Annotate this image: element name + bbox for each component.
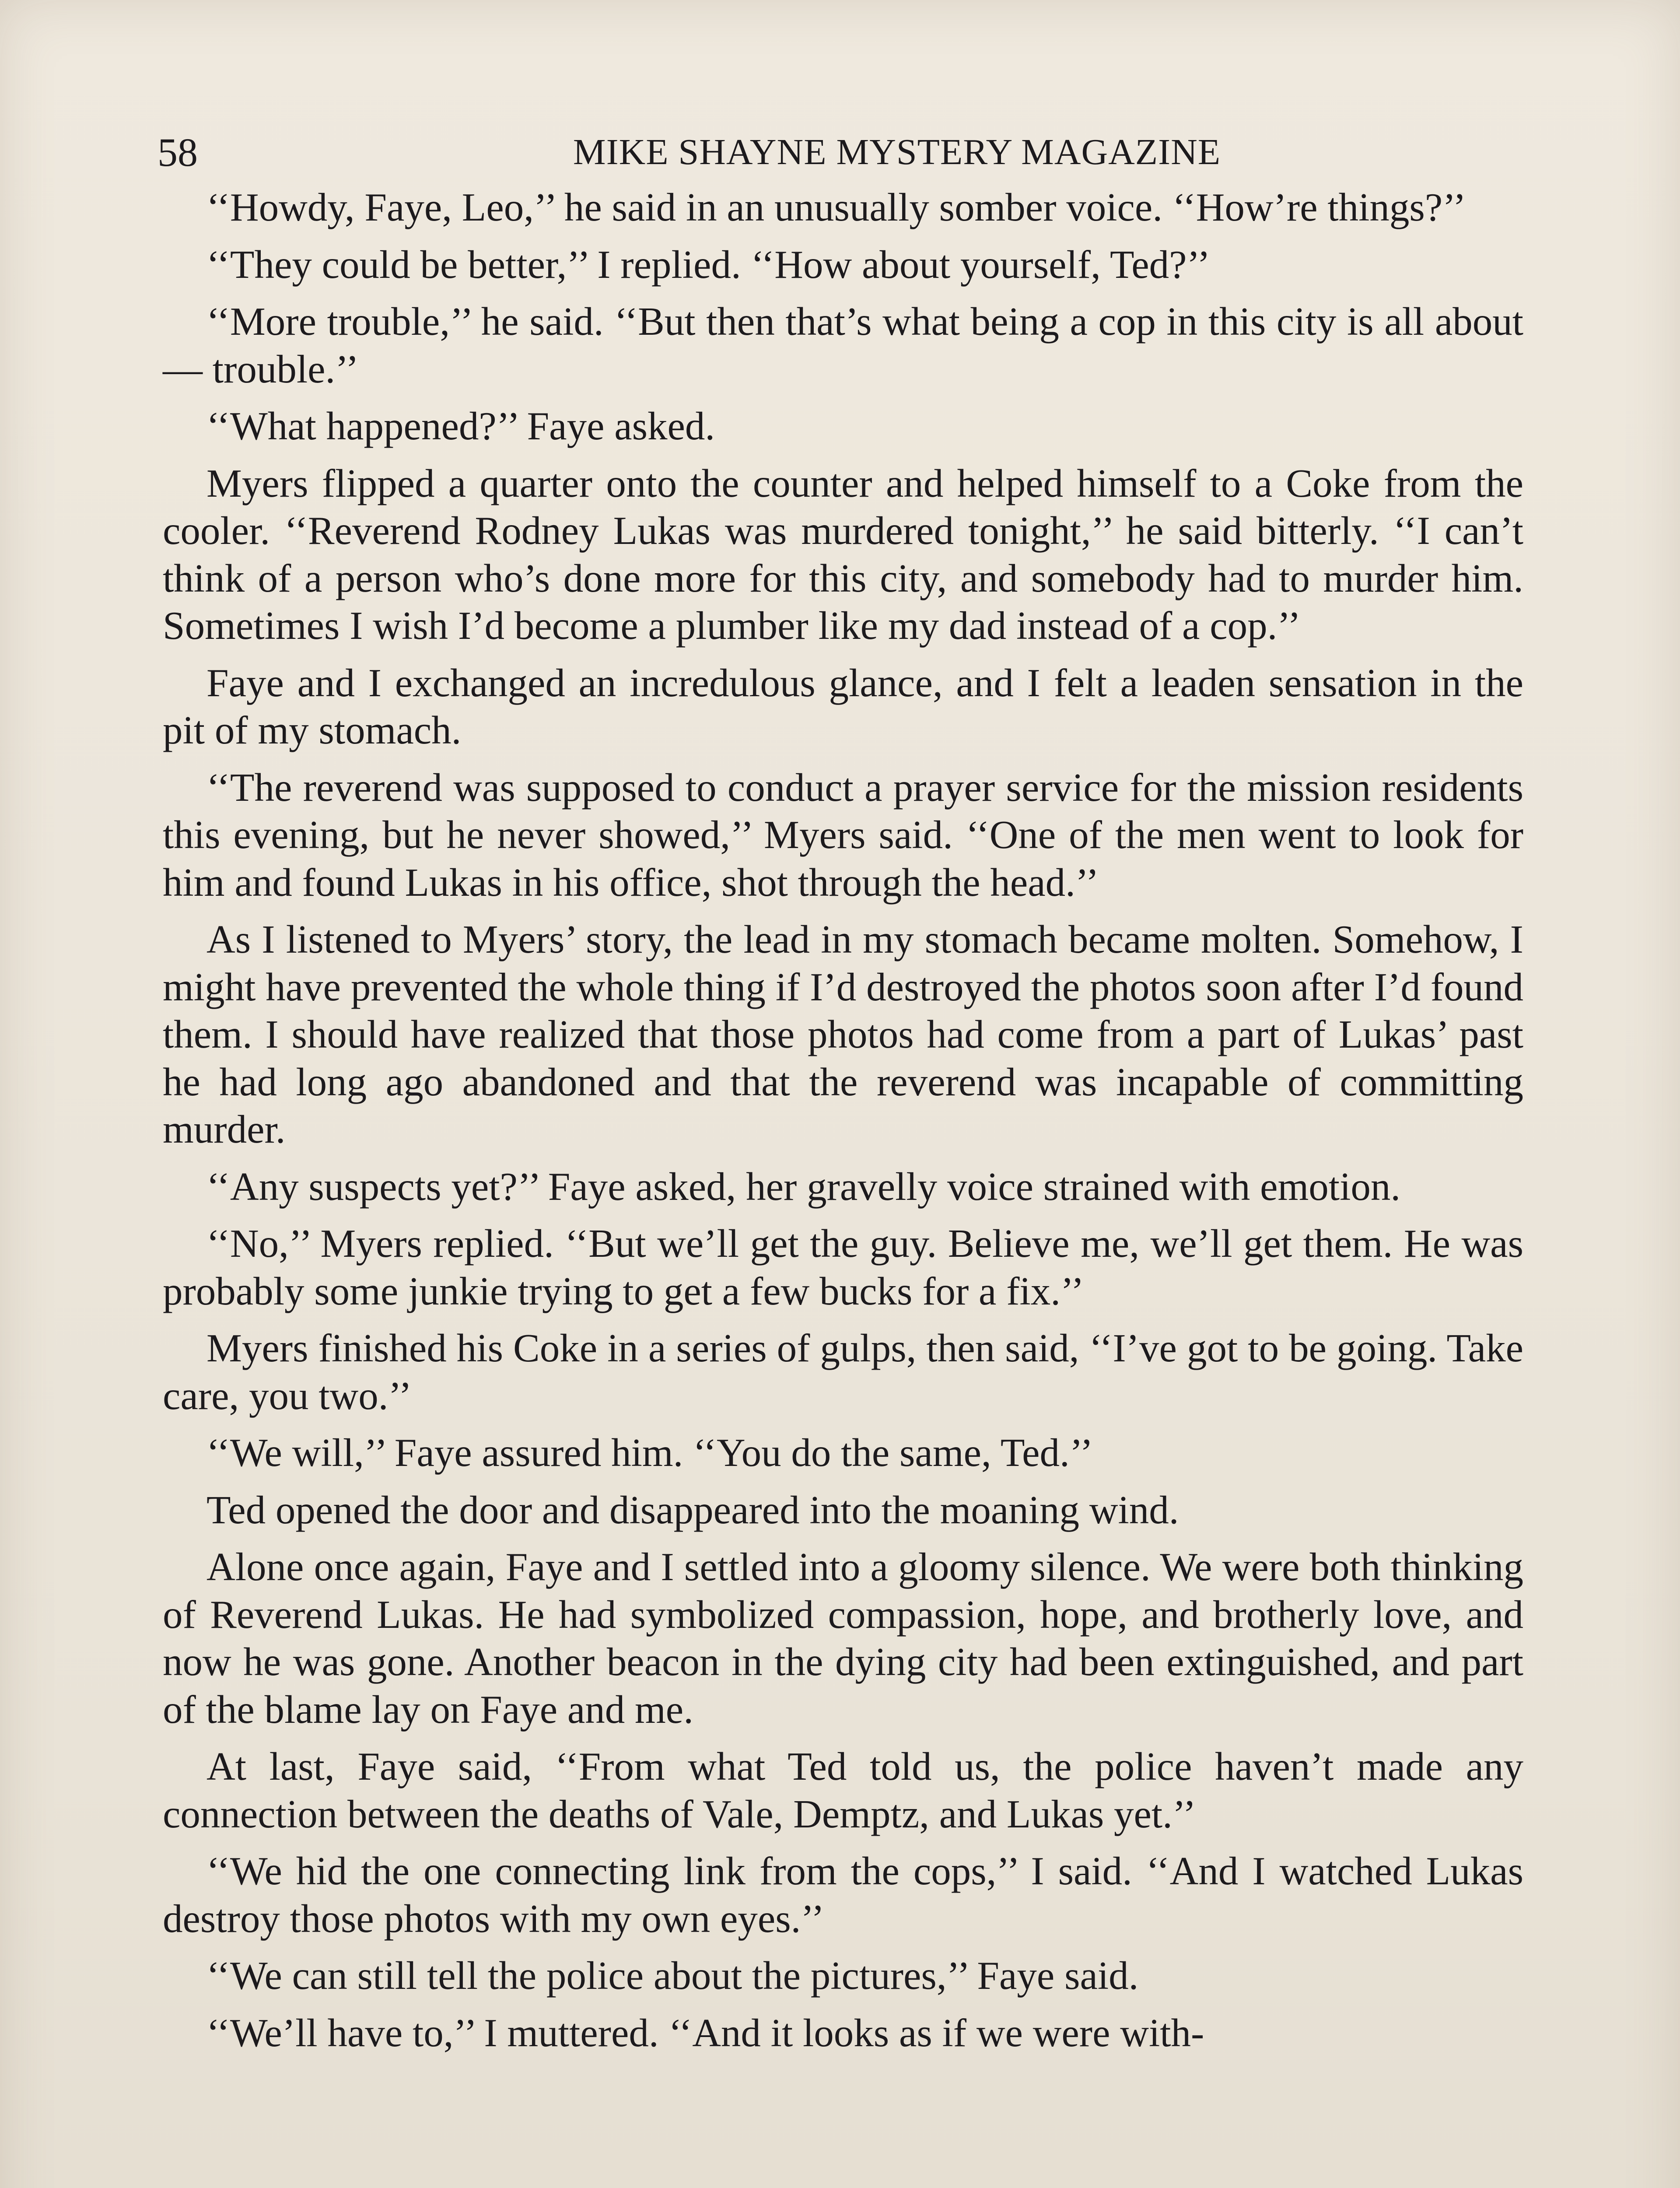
- paragraph: ‘‘Howdy, Faye, Leo,’’ he said in an unusually somber voice. ‘‘How’re things?’’: [206, 185, 1466, 229]
- paragraph: Myers finished his Coke in a series of gulps, then said, ‘‘I’ve got to be going. Take care, you two.’’: [163, 1326, 1523, 1418]
- paragraph: ‘‘More trouble,’’ he said. ‘‘But then that’s what being a cop in this city is all about — trouble.’’: [163, 299, 1523, 391]
- paragraph: ‘‘We hid the one connecting link from the cops,’’ I said. ‘‘And I watched Lukas destroy those photos with my own eyes.’’: [163, 1849, 1523, 1941]
- paragraph: ‘‘No,’’ Myers replied. ‘‘But we’ll get the guy. Believe me, we’ll get them. He was probably some junkie trying to get a few bucks for a fix.’’: [163, 1221, 1523, 1313]
- page-number: 58: [158, 130, 198, 175]
- paragraph: ‘‘They could be better,’’ I replied. ‘‘How about yourself, Ted?’’: [206, 242, 1211, 287]
- paragraph: ‘‘The reverend was supposed to conduct a prayer service for the mission residents this evening, but he never showed,’’ Myers said. ‘‘One of the men went to look for him and found Lukas in his office, shot through the head.’’: [163, 765, 1523, 905]
- paragraph: As I listened to Myers’ story, the lead in my stomach became molten. Somehow, I might have prevented the whole thing if I’d destroyed the photos soon after I’d found them. I should have realized that those photos had come from a part of Lukas’ past he had long ago abandoned and that the reverend was incapable of committing murder.: [163, 917, 1523, 1151]
- paragraph: ‘‘We can still tell the police about the pictures,’’ Faye said.: [206, 1953, 1139, 1998]
- paragraph: At last, Faye said, ‘‘From what Ted told us, the police haven’t made any connection between the deaths of Vale, Demptz, and Lukas yet.’’: [163, 1744, 1523, 1836]
- paragraph: Faye and I exchanged an incredulous glance, and I felt a leaden sensation in the pit of my stomach.: [163, 660, 1523, 752]
- paragraph: Myers flipped a quarter onto the counter and helped himself to a Coke from the cooler. ‘‘Reverend Rodney Lukas was murdered tonight,’’ he said bitterly. ‘‘I can’t think of a person who’s done more for this city, and somebody had to murder him. Sometimes I wish I’d become a plumber like my dad instead of a cop.’’: [163, 461, 1523, 648]
- story-text: [163, 184, 1523, 2066]
- running-title: MIKE SHAYNE MYSTERY MAGAZINE: [573, 132, 1221, 172]
- paragraph: ‘‘We will,’’ Faye assured him. ‘‘You do the same, Ted.’’: [206, 1431, 1093, 1475]
- paragraph: Ted opened the door and disappeared into the moaning wind.: [206, 1487, 1179, 1532]
- paragraph: ‘‘We’ll have to,’’ I muttered. ‘‘And it looks as if we were with-: [206, 2010, 1204, 2055]
- paragraph: ‘‘Any suspects yet?’’ Faye asked, her gravelly voice strained with emotion.: [206, 1164, 1401, 1209]
- page-header: [158, 126, 1522, 179]
- paragraph: Alone once again, Faye and I settled into a gloomy silence. We were both thinking of Reverend Lukas. He had symbolized compassion, hope, and brotherly love, and now he was gone. Another beacon in the dying city had been extinguished, and part of the blame lay on Faye and me.: [163, 1545, 1523, 1732]
- paragraph: ‘‘What happened?’’ Faye asked.: [206, 404, 715, 448]
